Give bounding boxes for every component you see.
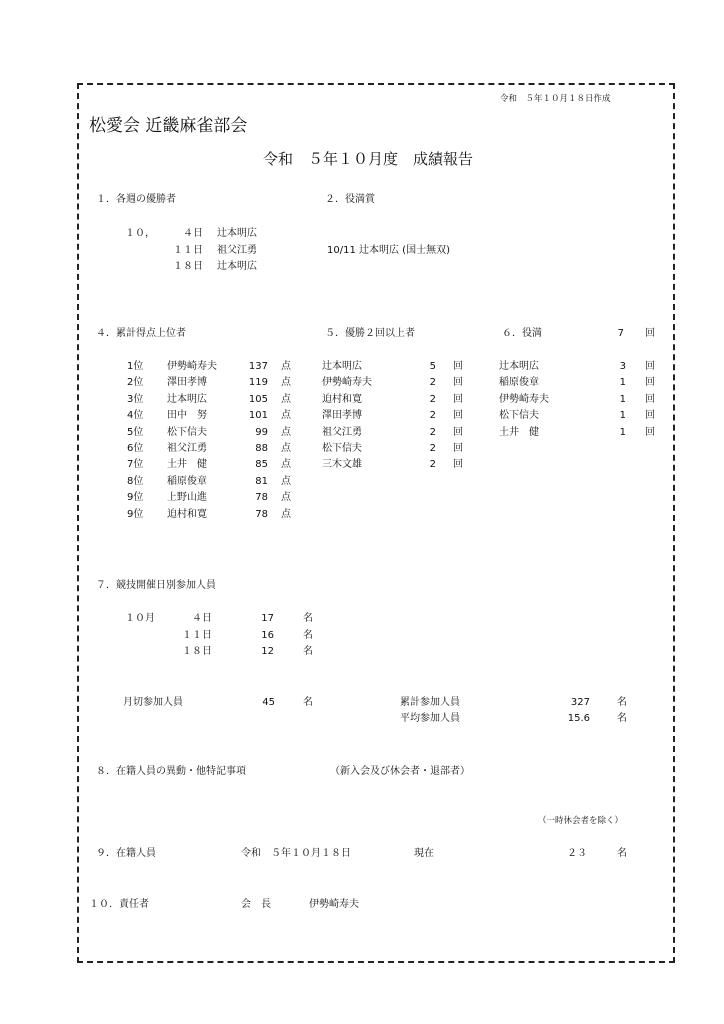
- player-score: 137: [248, 361, 268, 372]
- win-count: 2: [429, 426, 436, 438]
- player-score: 78: [255, 492, 268, 504]
- player-name: 伊勢崎寿夫: [167, 361, 217, 372]
- count-unit: 回: [453, 361, 463, 372]
- sec9-status: 現在: [414, 848, 434, 859]
- created-date: 令和 ５年１０月１８日作成: [500, 94, 611, 104]
- sec2-heading: ２．役満賞: [325, 194, 375, 205]
- org-name: 松愛会 近畿麻雀部会: [89, 116, 248, 136]
- event-day: １８日: [182, 646, 212, 657]
- score-unit: 点: [281, 426, 291, 438]
- score-unit: 点: [281, 410, 291, 422]
- rank-label: 1位: [127, 361, 144, 372]
- sec2-entry: 10/11 辻本明広 (国士無双): [327, 245, 450, 256]
- rank-label: 3位: [127, 393, 144, 405]
- score-unit: 点: [281, 459, 291, 471]
- player-name: 松下信夫: [322, 443, 362, 454]
- player-name: 伊勢崎寿夫: [499, 393, 549, 405]
- player-name: 土井 健: [167, 459, 207, 471]
- sec6-total: 7: [617, 328, 624, 339]
- sec8-heading: ８．在籍人員の異動・他特記事項: [96, 766, 246, 777]
- count-unit: 名: [303, 629, 313, 641]
- player-name: 土井 健: [499, 426, 539, 438]
- yakuman-count: 1: [619, 377, 626, 389]
- count-unit: 回: [645, 377, 655, 389]
- sec6-heading: ６．役満: [502, 328, 542, 339]
- cumulative-unit: 名: [617, 697, 627, 708]
- count-unit: 回: [453, 426, 463, 438]
- score-unit: 点: [281, 361, 291, 372]
- player-name: 辻本明広: [499, 361, 539, 372]
- yakuman-count: 3: [619, 361, 626, 372]
- score-unit: 点: [281, 508, 291, 520]
- document-border: [77, 83, 675, 963]
- monthly-value: 45: [262, 697, 275, 708]
- winner-name: 辻本明広: [217, 261, 257, 272]
- monthly-label: 月切参加人員: [123, 697, 183, 708]
- winner-day: １１日: [173, 244, 203, 256]
- count-unit: 回: [453, 459, 463, 471]
- event-day: ４日: [192, 613, 212, 624]
- count-unit: 回: [453, 377, 463, 389]
- average-unit: 名: [617, 713, 627, 724]
- player-name: 祖父江勇: [167, 443, 207, 454]
- player-name: 三木文雄: [322, 459, 362, 471]
- player-score: 99: [255, 426, 268, 438]
- event-day: １１日: [182, 629, 212, 641]
- count-unit: 回: [645, 426, 655, 438]
- score-unit: 点: [281, 443, 291, 454]
- count-unit: 回: [453, 393, 463, 405]
- sec6-total-unit: 回: [645, 328, 655, 339]
- monthly-unit: 名: [303, 697, 313, 708]
- sec10-role: 会 長: [241, 899, 271, 910]
- participant-count: 16: [261, 629, 274, 641]
- player-name: 祖父江勇: [322, 426, 362, 438]
- participant-count: 12: [261, 646, 274, 657]
- player-score: 85: [255, 459, 268, 471]
- player-name: 伊勢崎寿夫: [322, 377, 372, 389]
- rank-label: 2位: [127, 377, 144, 389]
- winner-name: 辻本明広: [217, 228, 257, 239]
- score-unit: 点: [281, 492, 291, 504]
- player-score: 88: [255, 443, 268, 454]
- player-name: 迫村和寛: [167, 508, 207, 520]
- average-label: 平均参加人員: [400, 713, 460, 724]
- player-name: 稲原俊章: [167, 475, 207, 487]
- win-count: 2: [429, 410, 436, 422]
- player-score: 105: [248, 393, 268, 405]
- sec7-heading: ７．競技開催日別参加人員: [96, 580, 216, 591]
- count-unit: 名: [303, 646, 313, 657]
- rank-label: 6位: [127, 443, 144, 454]
- cumulative-value: 327: [570, 697, 590, 708]
- sec9-count: ２３: [567, 848, 587, 859]
- player-name: 迫村和寛: [322, 393, 362, 405]
- winner-name: 祖父江勇: [217, 244, 257, 256]
- winner-day: １８日: [173, 261, 203, 272]
- score-unit: 点: [281, 377, 291, 389]
- sec10-heading: １０．責任者: [89, 899, 149, 910]
- player-name: 辻本明広: [167, 393, 207, 405]
- winner-day: ４日: [183, 228, 203, 239]
- participant-count: 17: [261, 613, 274, 624]
- count-unit: 回: [453, 410, 463, 422]
- yakuman-count: 1: [619, 410, 626, 422]
- count-unit: 回: [453, 443, 463, 454]
- count-unit: 名: [303, 613, 313, 624]
- sec9-date: 令和 ５年１０月１８日: [241, 848, 351, 859]
- sec4-heading: ４．累計得点上位者: [96, 328, 186, 339]
- sec9-heading: ９．在籍人員: [96, 848, 156, 859]
- sec10-name: 伊勢崎寿夫: [309, 899, 359, 910]
- rank-label: 4位: [127, 410, 144, 422]
- player-score: 119: [248, 377, 268, 389]
- sec1-heading: １．各週の優勝者: [96, 194, 176, 205]
- player-name: 松下信夫: [499, 410, 539, 422]
- win-count: 2: [429, 393, 436, 405]
- rank-label: 8位: [127, 475, 144, 487]
- win-count: 5: [429, 361, 436, 372]
- sec7-month: １０月: [125, 613, 155, 624]
- cumulative-label: 累計参加人員: [400, 697, 460, 708]
- player-score: 78: [255, 508, 268, 520]
- win-count: 2: [429, 459, 436, 471]
- yakuman-count: 1: [619, 426, 626, 438]
- player-name: 辻本明広: [322, 361, 362, 372]
- win-count: 2: [429, 377, 436, 389]
- player-name: 稲原俊章: [499, 377, 539, 389]
- rank-label: 5位: [127, 426, 144, 438]
- rank-label: 7位: [127, 459, 144, 471]
- player-name: 澤田孝博: [322, 410, 362, 422]
- player-name: 澤田孝博: [167, 377, 207, 389]
- count-unit: 回: [645, 393, 655, 405]
- score-unit: 点: [281, 475, 291, 487]
- player-name: 上野山進: [167, 492, 207, 504]
- sec9-unit: 名: [617, 848, 627, 859]
- player-score: 81: [255, 475, 268, 487]
- rank-label: 9位: [127, 492, 144, 504]
- player-name: 松下信夫: [167, 426, 207, 438]
- score-unit: 点: [281, 393, 291, 405]
- player-score: 101: [248, 410, 268, 422]
- average-value: 15.6: [567, 713, 590, 724]
- win-count: 2: [429, 443, 436, 454]
- sec8-note: （新入会及び休会者・退部者）: [330, 766, 470, 777]
- player-name: 田中 努: [167, 410, 207, 422]
- count-unit: 回: [645, 410, 655, 422]
- sec5-heading: ５．優勝２回以上者: [325, 328, 415, 339]
- report-title: 令和 ５年１０月度 成績報告: [263, 150, 474, 168]
- sec1-month: １０，: [125, 228, 155, 239]
- sec8-small-note: （一時休会者を除く）: [538, 816, 624, 826]
- yakuman-count: 1: [619, 393, 626, 405]
- count-unit: 回: [645, 361, 655, 372]
- rank-label: 9位: [127, 508, 144, 520]
